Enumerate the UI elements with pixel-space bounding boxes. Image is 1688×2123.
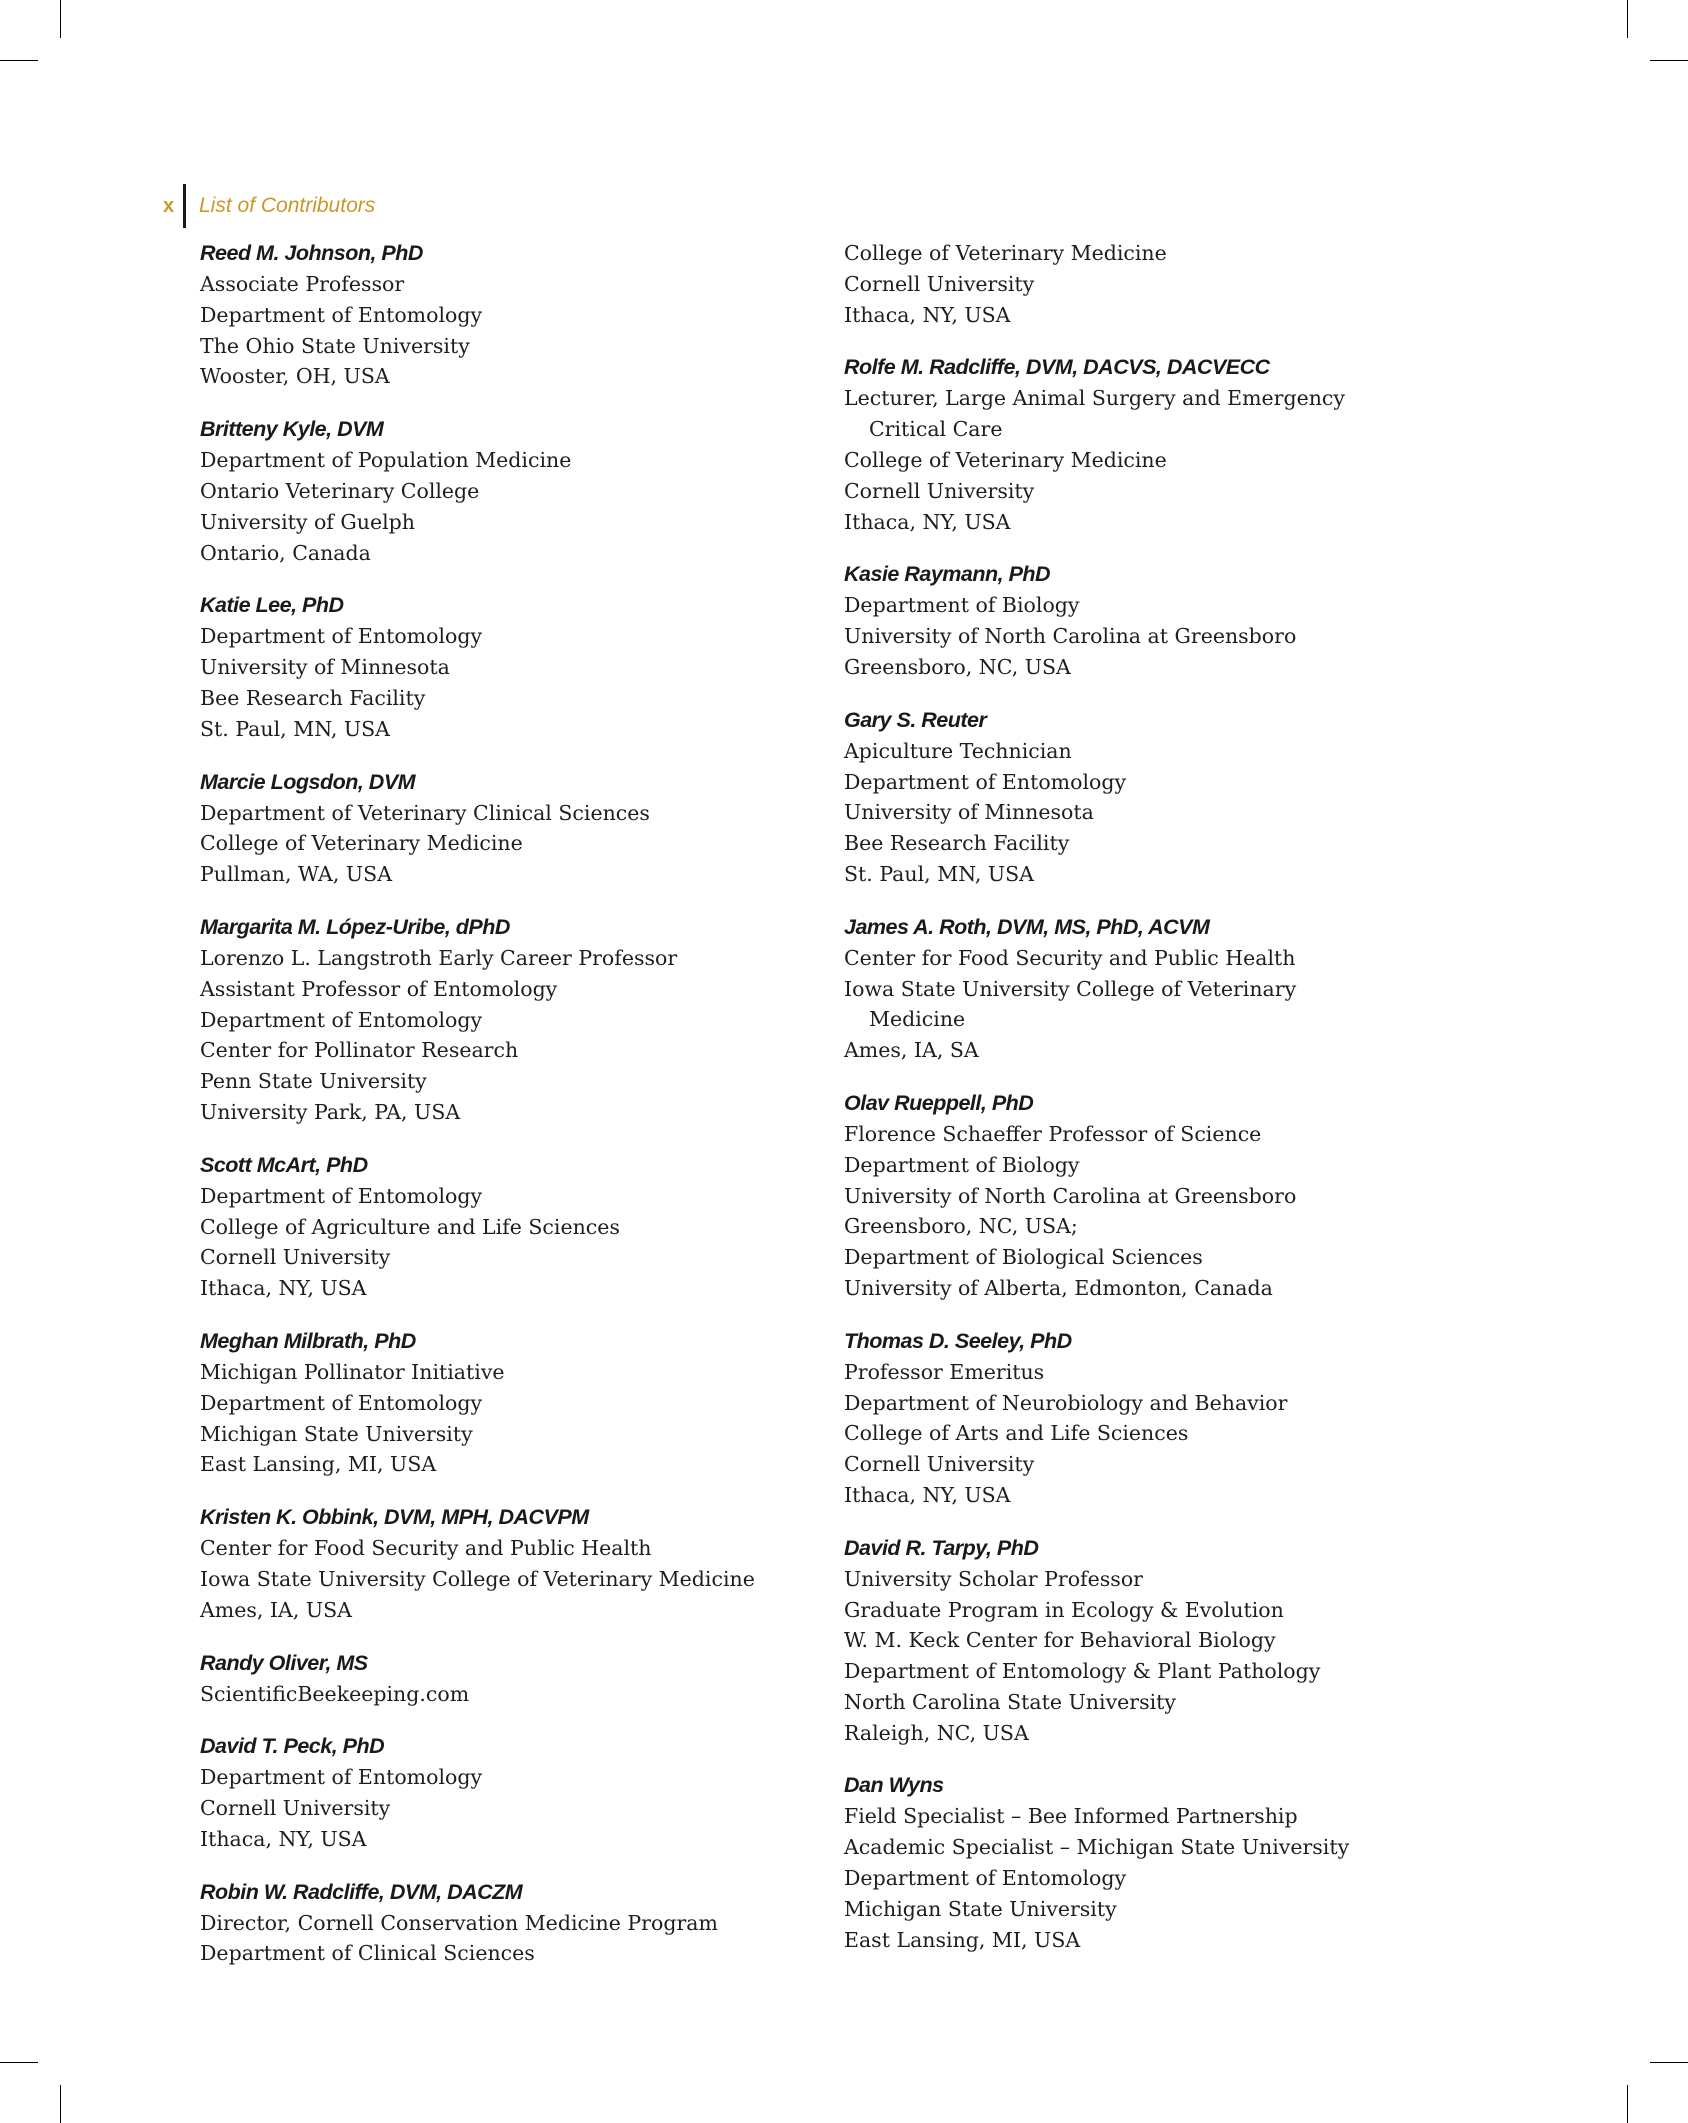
affiliation-line: Critical Care [869, 417, 1003, 442]
affiliation-line: University of Guelph [200, 509, 415, 534]
affiliation-line: Academic Specialist – Michigan State University [844, 1835, 1350, 1860]
affiliation-line: University of Alberta, Edmonton, Canada [844, 1275, 1273, 1300]
affiliation-line: Department of Entomology [200, 302, 483, 327]
crop-mark [1650, 60, 1688, 61]
affiliation-line: Department of Neurobiology and Behavior [844, 1390, 1288, 1415]
contributor-entry [844, 1770, 1484, 1955]
contributor-name: Olav Rueppell, PhD [844, 1090, 1034, 1115]
contributor-name: Rolfe M. Radcliffe, DVM, DACVS, DACVECC [844, 355, 1270, 380]
contributor-entry [844, 352, 1484, 537]
affiliation-line: Raleigh, NC, USA [844, 1720, 1029, 1745]
affiliation-line: Wooster, OH, USA [200, 364, 390, 389]
affiliation-line: Lorenzo L. Langstroth Early Career Professor [200, 945, 678, 970]
contributor-name: Gary S. Reuter [844, 707, 987, 732]
contributor-name: Marcie Logsdon, DVM [200, 769, 416, 794]
contributor-name: James A. Roth, DVM, MS, PhD, ACVM [844, 914, 1210, 939]
running-title: List of Contributors [199, 194, 376, 217]
affiliation-line: University of Minnesota [844, 800, 1094, 825]
affiliation-line: University of North Carolina at Greensboro [844, 624, 1297, 649]
contributor-entry [200, 1326, 800, 1480]
affiliation-line: Ithaca, NY, USA [844, 509, 1011, 534]
contributor-name: Kristen K. Obbink, DVM, MPH, DACVPM [200, 1505, 589, 1530]
affiliation-line: Cornell University [200, 1796, 391, 1821]
affiliation-line: University of Minnesota [200, 655, 450, 680]
affiliation-line: Greensboro, NC, USA [844, 654, 1071, 679]
affiliation-line: Department of Biology [844, 593, 1080, 618]
affiliation-line: Michigan State University [200, 1421, 473, 1446]
crop-mark [1650, 2062, 1688, 2063]
affiliation-line: Ithaca, NY, USA [200, 1826, 367, 1851]
affiliation-line: University Park, PA, USA [200, 1099, 461, 1124]
affiliation-line: Cornell University [844, 1452, 1035, 1477]
affiliation-line: Greensboro, NC, USA; [844, 1214, 1078, 1239]
affiliation-line: College of Veterinary Medicine [844, 241, 1167, 265]
affiliation-line: East Lansing, MI, USA [844, 1927, 1081, 1952]
affiliation-line: Professor Emeritus [844, 1359, 1045, 1384]
contributor-entry [200, 1150, 800, 1304]
contributor-name: Thomas D. Seeley, PhD [844, 1328, 1072, 1353]
affiliation-line: Director, Cornell Conservation Medicine Program [200, 1910, 718, 1935]
contributor-entry [200, 912, 800, 1128]
affiliation-line: Department of Entomology [844, 1866, 1127, 1891]
affiliation-line: Ontario, Canada [200, 540, 371, 565]
affiliation-line: Ames, IA, USA [200, 1597, 352, 1622]
affiliation-line: Penn State University [200, 1069, 427, 1094]
affiliation-line: College of Veterinary Medicine [844, 447, 1167, 472]
affiliation-line: College of Arts and Life Sciences [844, 1421, 1189, 1446]
affiliation-line: Department of Entomology [200, 1765, 483, 1790]
contributor-name: Dan Wyns [844, 1773, 944, 1798]
affiliation-line: Iowa State University College of Veterinary [844, 976, 1297, 1001]
affiliation-line: Graduate Program in Ecology & Evolution [844, 1597, 1284, 1622]
affiliation-line: Ithaca, NY, USA [844, 302, 1011, 327]
affiliation-line: Department of Entomology [200, 1007, 483, 1032]
affiliation-line: Lecturer, Large Animal Surgery and Emergency [844, 386, 1345, 411]
affiliation-line: Apiculture Technician [844, 738, 1072, 763]
affiliation-line: Department of Entomology & Plant Pathology [844, 1659, 1321, 1684]
affiliation-line: Department of Entomology [844, 769, 1127, 794]
contributor-entry [200, 767, 800, 890]
crop-mark [0, 60, 38, 61]
affiliation-line: Department of Biological Sciences [844, 1245, 1203, 1270]
affiliation-line: College of Agriculture and Life Sciences [200, 1214, 620, 1239]
affiliation-line: University of North Carolina at Greensboro [844, 1183, 1297, 1208]
contributor-name: David T. Peck, PhD [200, 1734, 385, 1759]
contributor-name: Randy Oliver, MS [200, 1650, 368, 1675]
affiliation-line: St. Paul, MN, USA [844, 861, 1034, 886]
contributor-entry-continued [844, 238, 1484, 330]
crop-mark [1627, 0, 1628, 38]
contributor-name: Britteny Kyle, DVM [200, 417, 384, 442]
contributor-entry [200, 590, 800, 744]
contributor-entry [844, 1326, 1484, 1511]
affiliation-line: ScientificBeekeeping.com [200, 1681, 470, 1706]
affiliation-line: Ithaca, NY, USA [844, 1482, 1011, 1507]
affiliation-line: Bee Research Facility [200, 685, 426, 710]
contributor-entry [844, 912, 1484, 1066]
contributor-name: Kasie Raymann, PhD [844, 562, 1051, 587]
crop-mark [60, 0, 61, 38]
header-divider [183, 184, 186, 228]
affiliation-line: Assistant Professor of Entomology [200, 976, 558, 1001]
affiliation-line: Iowa State University College of Veterinary Medicine [200, 1566, 755, 1591]
affiliation-line: North Carolina State University [844, 1689, 1176, 1714]
affiliation-line: Michigan State University [844, 1896, 1117, 1921]
affiliation-line: Department of Entomology [200, 1390, 483, 1415]
contributor-entry [844, 559, 1484, 682]
affiliation-line: Bee Research Facility [844, 831, 1070, 856]
contributor-entry [200, 1731, 800, 1854]
contributor-name: Katie Lee, PhD [200, 593, 344, 618]
affiliation-line: Department of Entomology [200, 1183, 483, 1208]
contributor-name: Margarita M. López-Uribe, dPhD [200, 914, 510, 939]
contributor-entry [200, 414, 800, 568]
contributor-entry [844, 705, 1484, 890]
crop-mark [1627, 2085, 1628, 2123]
running-header [163, 184, 375, 228]
affiliation-line: Ames, IA, SA [844, 1038, 979, 1063]
contributor-name: Reed M. Johnson, PhD [200, 241, 423, 265]
contributor-entry [200, 1877, 800, 1970]
affiliation-line: Associate Professor [200, 272, 405, 296]
affiliation-line: Center for Food Security and Public Health [200, 1536, 652, 1561]
contributor-entry [844, 1088, 1484, 1304]
affiliation-line: The Ohio State University [200, 333, 470, 358]
contributor-name: Robin W. Radcliffe, DVM, DACZM [200, 1879, 523, 1904]
contributor-name: David R. Tarpy, PhD [844, 1535, 1039, 1560]
affiliation-line: Department of Veterinary Clinical Sciences [200, 800, 650, 825]
affiliation-line: Medicine [869, 1007, 966, 1032]
affiliation-line: W. M. Keck Center for Behavioral Biology [844, 1628, 1276, 1653]
affiliation-line: Department of Population Medicine [200, 448, 572, 473]
affiliation-line: East Lansing, MI, USA [200, 1452, 437, 1477]
page-number: x [163, 194, 175, 217]
contributor-entry [200, 1502, 800, 1625]
contributors-right-column [844, 238, 1484, 1977]
affiliation-line: Pullman, WA, USA [200, 862, 393, 887]
contributor-entry [200, 238, 800, 392]
crop-mark [60, 2085, 61, 2123]
affiliation-line: Department of Entomology [200, 624, 483, 649]
affiliation-line: Department of Clinical Sciences [200, 1941, 535, 1966]
affiliation-line: Cornell University [200, 1245, 391, 1270]
affiliation-line: Cornell University [844, 478, 1035, 503]
contributor-name: Scott McArt, PhD [200, 1152, 368, 1177]
affiliation-line: Ontario Veterinary College [200, 478, 480, 503]
affiliation-line: St. Paul, MN, USA [200, 716, 390, 741]
affiliation-line: Florence Schaeffer Professor of Science [844, 1121, 1262, 1146]
crop-mark [0, 2062, 38, 2063]
affiliation-line: Center for Pollinator Research [200, 1038, 519, 1063]
affiliation-line: Field Specialist – Bee Informed Partnership [844, 1804, 1298, 1829]
contributor-entry [200, 1648, 800, 1710]
affiliation-line: Ithaca, NY, USA [200, 1276, 367, 1301]
affiliation-line: Center for Food Security and Public Health [844, 945, 1296, 970]
affiliation-line: College of Veterinary Medicine [200, 831, 523, 856]
contributor-name: Meghan Milbrath, PhD [200, 1328, 416, 1353]
affiliation-line: Department of Biology [844, 1152, 1080, 1177]
contributor-entry [844, 1533, 1484, 1749]
contributors-left-column [200, 238, 800, 1991]
affiliation-line: Cornell University [844, 271, 1035, 296]
affiliation-line: University Scholar Professor [844, 1566, 1143, 1591]
affiliation-line: Michigan Pollinator Initiative [200, 1359, 505, 1384]
